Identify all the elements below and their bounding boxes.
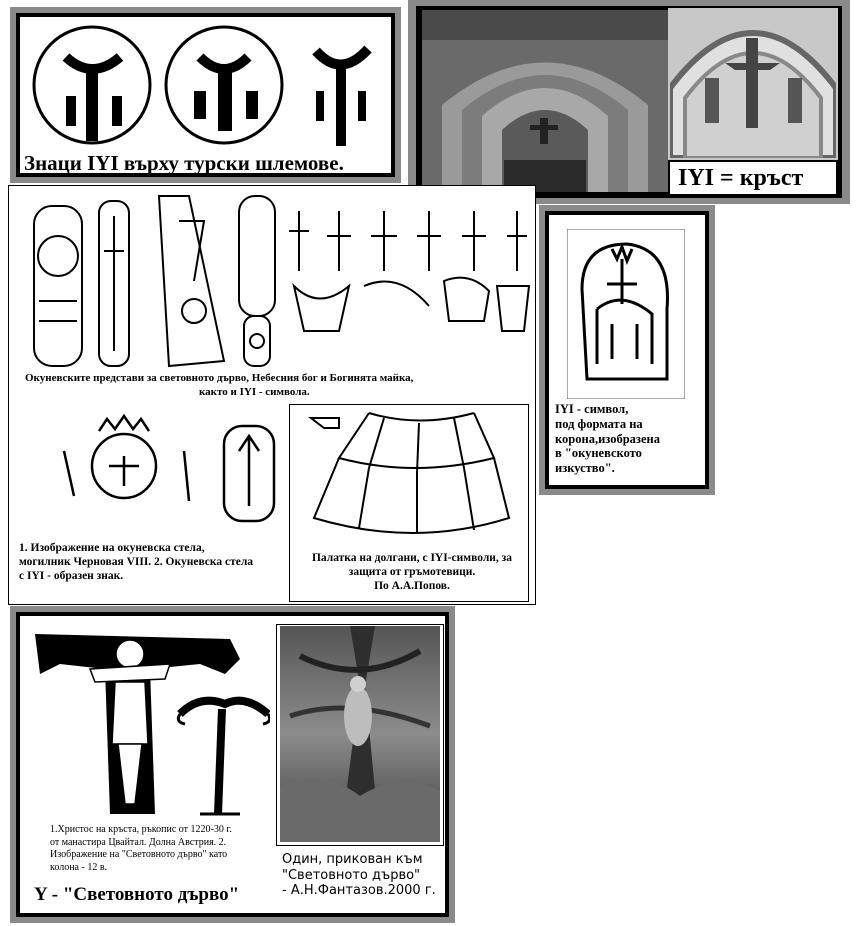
panel-helmets	[10, 7, 401, 183]
manuscript-caption: 1.Христос на кръста, ръкопис от 1220-30 г. от манастира Цвайтал. Долна Австрия. 2. Изображение на "Световното дърво" като колона - 12 в.	[50, 824, 232, 873]
okunev-stele-drawing	[29, 411, 284, 526]
panel-church	[408, 0, 850, 204]
helmets-caption: Знаци IYI върху турски шлемове.	[24, 151, 344, 175]
odin-painting-image	[280, 626, 440, 842]
crucifix-detail-photo	[670, 8, 836, 158]
stele-caption: 1. Изображение на окуневска стела, могилник Черновая VIII. 2. Окуневска стела с IYI - образен знак.	[19, 542, 254, 582]
okunev-crown-drawing	[567, 229, 685, 399]
world-tree-title: Y - "Световното дърво"	[34, 884, 240, 905]
helmet-symbols-image	[26, 21, 386, 149]
painting-caption: Один, прикован към "Световното дърво" - А.Н.Фантазов.2000 г.	[282, 852, 436, 899]
okunev-steles-drawing	[19, 191, 534, 371]
crucifixion-manuscript-drawing	[30, 624, 270, 824]
tent-caption: Палатка на долгани, с IYI-символи, за защита от гръмотевици. По А.А.Попов.	[311, 552, 513, 592]
okunev-caption-line2: както и IYI - символа.	[199, 386, 310, 398]
panel-world-tree	[10, 606, 455, 923]
okunev-caption-line1: Окуневските представи за световното дърво, Небесния бог и Богинята майка,	[25, 372, 414, 384]
panel-okunev	[8, 185, 536, 605]
panel-crown	[539, 205, 715, 495]
church-caption: IYI = кръст	[678, 165, 804, 191]
church-portal-photo	[422, 10, 668, 192]
crown-caption: IYI - символ, под формата на корона,изобразена в "окуневското изкуство".	[555, 402, 660, 475]
dolgan-tent-drawing	[299, 408, 519, 536]
